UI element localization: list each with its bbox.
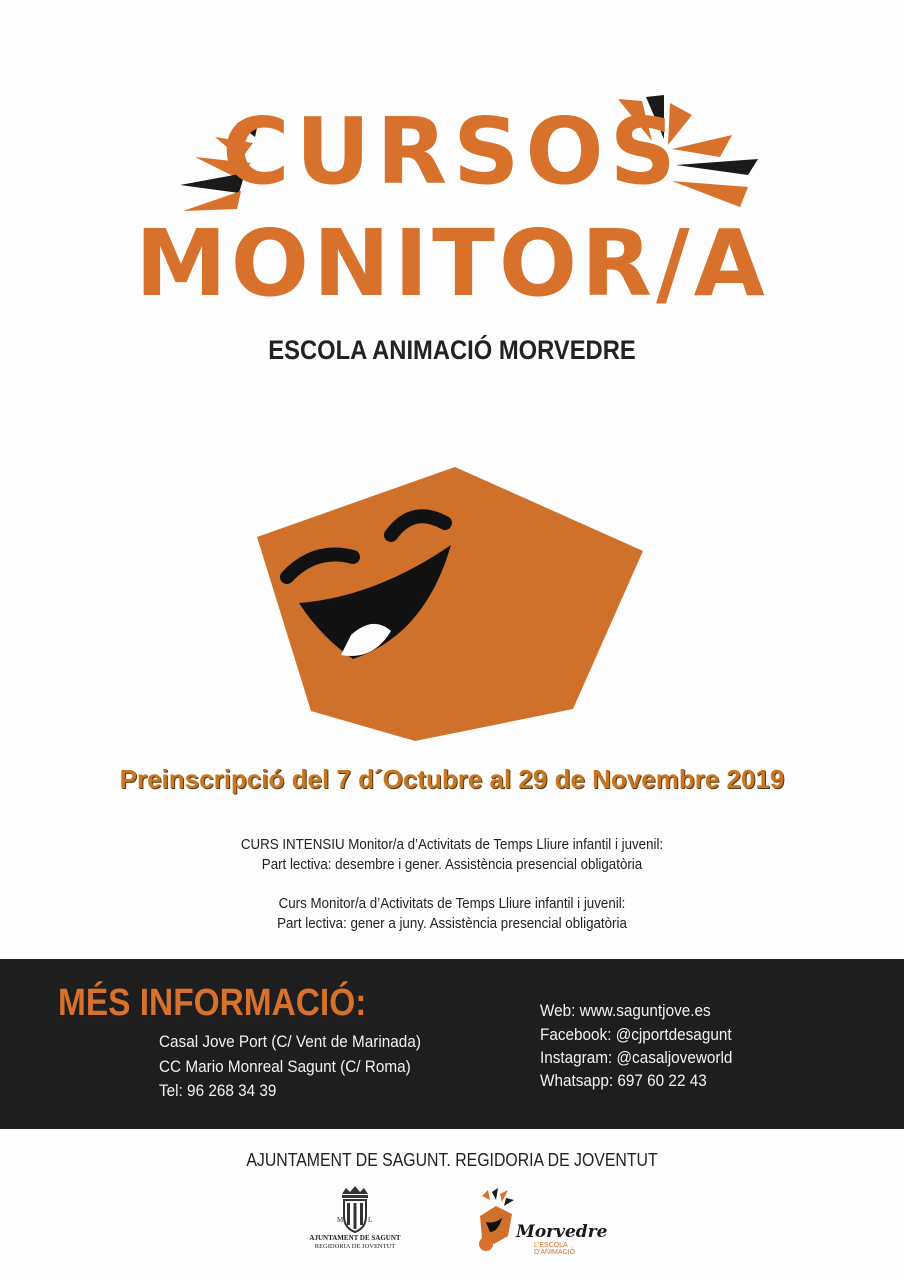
- info-web-link[interactable]: Web: www.saguntjove.es: [540, 1001, 711, 1020]
- info-whatsapp: Whatsapp: 697 60 22 43: [540, 1071, 707, 1090]
- svg-text:M: M: [337, 1216, 344, 1224]
- coat-of-arms-icon: [336, 1186, 374, 1234]
- morvedre-logo-subtitle: L'ESCOLA D'ANIMACIÓ: [534, 1242, 576, 1256]
- title-line-1: CURSOS: [222, 98, 682, 205]
- svg-text:L: L: [368, 1216, 373, 1224]
- info-title: MÉS INFORMACIÓ:: [58, 982, 367, 1024]
- footer-title: AJUNTAMENT DE SAGUNT. REGIDORIA DE JOVENTUT: [246, 1150, 658, 1170]
- course-intensive: [36, 835, 868, 875]
- ajuntament-logo: [300, 1186, 410, 1256]
- info-location-1: Casal Jove Port (C/ Vent de Marinada): [159, 1032, 421, 1051]
- preinscription-dates: Preinscripció del 7 d´Octubre al 29 de Novembre 2019: [119, 764, 785, 794]
- morvedre-logo: [476, 1188, 606, 1254]
- course-intensive-title: CURS INTENSIU Monitor/a d’Activitats de Temps Lliure infantil i juvenil:: [240, 837, 664, 853]
- ajuntament-logo-line1: AJUNTAMENT DE SAGUNT: [309, 1234, 401, 1242]
- info-phone: Tel: 96 268 34 39: [159, 1081, 277, 1100]
- title-line-2: MONITOR/A: [135, 210, 769, 317]
- ajuntament-logo-line2: REGIDORIA DE JOVENTUT: [314, 1243, 396, 1250]
- morvedre-mascot-icon: [476, 1188, 516, 1252]
- course-regular-title: Curs Monitor/a d’Activitats de Temps Lliure infantil i juvenil:: [278, 896, 626, 912]
- subtitle: ESCOLA ANIMACIÓ MORVEDRE: [268, 335, 636, 365]
- laughing-mask-icon: [255, 465, 645, 745]
- course-regular-detail: Part lectiva: gener a juny. Assistència presencial obligatòria: [277, 916, 627, 932]
- course-intensive-detail: Part lectiva: desembre i gener. Assistència presencial obligatòria: [261, 857, 643, 873]
- info-facebook-link[interactable]: Facebook: @cjportdesagunt: [540, 1025, 732, 1044]
- info-location-2: CC Mario Monreal Sagunt (C/ Roma): [159, 1057, 411, 1076]
- course-regular: [36, 894, 868, 934]
- info-instagram-link[interactable]: Instagram: @casaljoveworld: [540, 1048, 733, 1067]
- morvedre-logo-name: Morvedre: [516, 1222, 608, 1242]
